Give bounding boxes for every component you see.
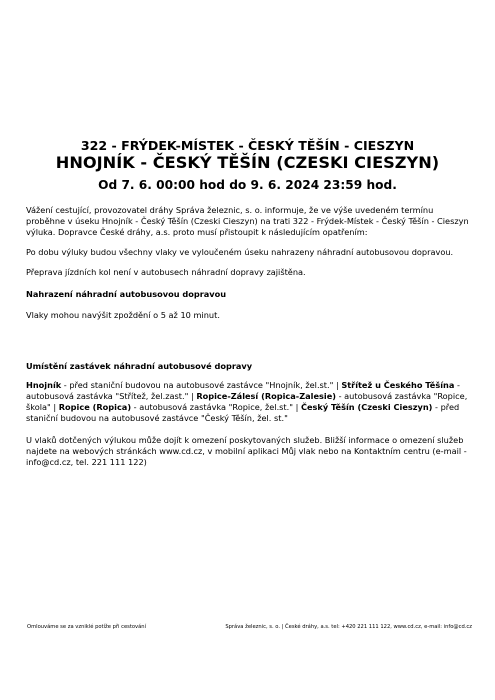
line-title: 322 - FRÝDEK-MÍSTEK - ČESKÝ TĚŠÍN - CIESZYN (80, 138, 415, 153)
stop-name: Český Těšín (Czeski Cieszyn) (300, 402, 433, 412)
stop-name: Ropice (Ropica) (58, 402, 132, 412)
stop-name: Střítež u Českého Těšína (341, 380, 455, 390)
section-title: HNOJNÍK - ČESKÝ TĚŠÍN (CZESKI CIESZYN) (55, 153, 440, 172)
stop-description: - před staniční budovou na autobusové zastávce "Hnojník, žel.st." | (61, 380, 342, 390)
stop-description: - autobusová zastávka "Ropice, žel.st." | (131, 402, 301, 412)
date-range: Od 7. 6. 00:00 hod do 9. 6. 2024 23:59 hod. (98, 178, 397, 192)
info-paragraph: U vlaků dotčených výlukou může dojít k omezení poskytovaných služeb. Bližší informace o omezení služeb najdete na webových stránkách www.cd.cz, v mobilní aplikaci Můj vlak nebo na Kontaktním centru (e-mail - info@cd.cz, tel. 221 111 122) (26, 435, 467, 467)
intro-paragraph: Vážení cestující, provozovatel dráhy Správa železnic, s. o. informuje, že ve výše uvedeném termínu proběhne v úseku Hnojník - Český Těšín (Czeski Cieszyn) na trati 322 - Frýdek-Místek - Český Těšín - Cieszyn výluka. Dopravce České dráhy, a.s. proto musí přistoupit k následujícím opatřením: (26, 205, 469, 237)
bus-replacement-paragraph: Po dobu výluky budou všechny vlaky ve vyloučeném úseku nahrazeny náhradní autobusovou dopravou. (26, 247, 454, 257)
stop-description: - autobusová zastávka "Střítež, žel.zast." | (26, 380, 460, 401)
delay-paragraph: Vlaky mohou navýšit zpoždění o 5 až 10 minut. (26, 310, 220, 320)
stop-description: - před staniční budovou na autobusové zastávce "Český Těšín, žel. st." (26, 402, 460, 423)
bicycles-paragraph: Přeprava jízdních kol není v autobusech náhradní dopravy zajištěna. (26, 267, 306, 277)
stops-paragraph (26, 380, 472, 424)
stop-name: Ropice-Zálesí (Ropica-Zalesie) (196, 391, 336, 401)
footer-contacts: Správa železnic, s. o. | České dráhy, a.s. tel: +420 221 111 122, www.cd.cz, e-mail: info@cd.cz (225, 624, 472, 630)
stop-name: Hnojník (26, 380, 62, 390)
stops-heading: Umístění zastávek náhradní autobusové dopravy (26, 361, 253, 371)
footer-apology: Omlouváme se za vzniklé potíže při cestování (27, 624, 147, 630)
stop-description: - autobusová zastávka "Ropice, škola" | (26, 391, 468, 412)
replacement-heading: Nahrazení náhradní autobusovou dopravou (26, 289, 227, 299)
